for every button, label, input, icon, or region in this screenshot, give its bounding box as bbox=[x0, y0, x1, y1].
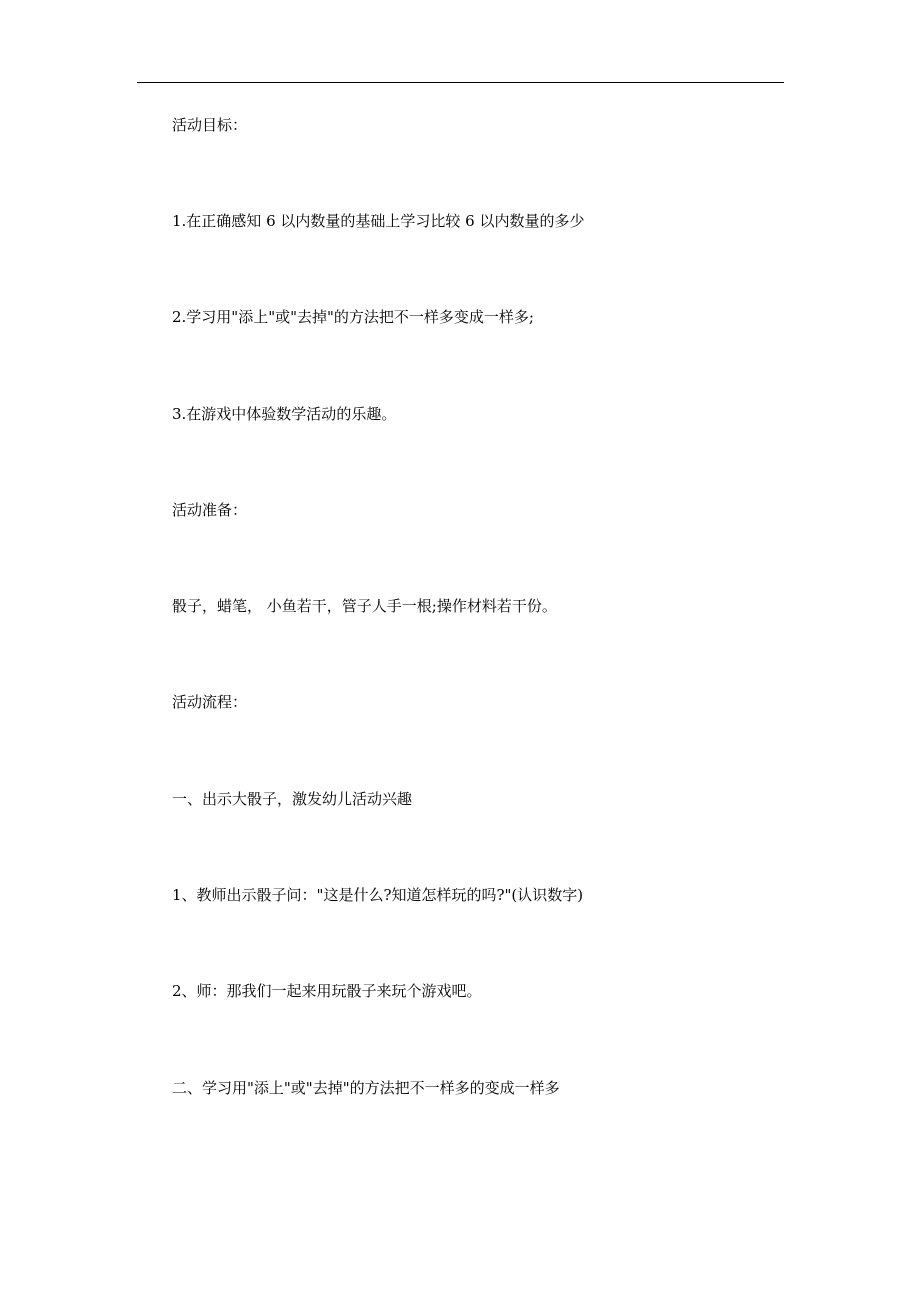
process-step-2-heading: 二、学习用"添上"或"去掉"的方法把不一样多的变成一样多 bbox=[172, 1079, 560, 1097]
goal-item-3: 3.在游戏中体验数学活动的乐趣。 bbox=[172, 405, 397, 423]
process-step-1-heading: 一、出示大骰子，激发幼儿活动兴趣 bbox=[172, 790, 413, 808]
header-rule bbox=[137, 82, 784, 83]
preparation-materials: 骰子，蜡笔， 小鱼若干，管子人手一根;操作材料若干份。 bbox=[172, 597, 557, 615]
process-step-1-item-1: 1、教师出示骰子问："这是什么?知道怎样玩的吗?"(认识数字) bbox=[172, 886, 584, 904]
process-step-1-item-2: 2、师：那我们一起来用玩骰子来玩个游戏吧。 bbox=[172, 982, 482, 1000]
section-heading-process: 活动流程： bbox=[172, 693, 248, 711]
goal-item-2: 2.学习用"添上"或"去掉"的方法把不一样多变成一样多; bbox=[172, 308, 534, 326]
section-heading-preparation: 活动准备： bbox=[172, 501, 248, 519]
goal-item-1: 1.在正确感知 6 以内数量的基础上学习比较 6 以内数量的多少 bbox=[172, 212, 585, 230]
section-heading-goals: 活动目标： bbox=[172, 116, 248, 134]
